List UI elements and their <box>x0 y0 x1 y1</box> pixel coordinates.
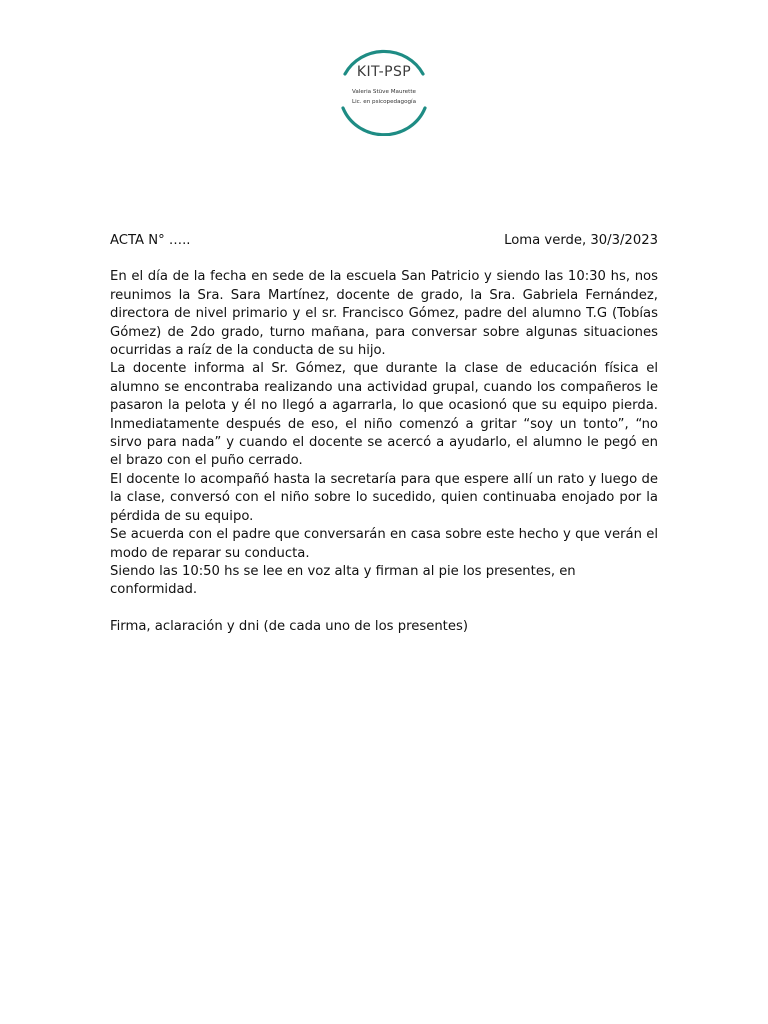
paragraph-agreement: Se acuerda con el padre que conversarán en casa sobre este hecho y que verán el modo de reparar su conducta. <box>110 527 658 561</box>
logo-profession: Lic. en psicopedagogía <box>351 99 417 105</box>
logo-title: KIT-PSP <box>356 64 412 80</box>
paragraph-closing: Siendo las 10:50 hs se lee en voz alta y firman al pie los presentes, en conformidad. <box>110 563 576 598</box>
logo <box>332 44 436 136</box>
acta-number: ACTA N° ….. <box>110 233 191 248</box>
logo-name: Valeria Stüve Maurette <box>352 89 416 95</box>
place-date: Loma verde, 30/3/2023 <box>504 233 658 248</box>
document-body <box>110 232 658 636</box>
paragraph-follow-up: El docente lo acompañó hasta la secretaría para que espere allí un rato y luego de la clase, conversó con el niño sobre lo sucedido, quien continuaba enojado por la pérdida de su equipo. <box>110 471 658 524</box>
document-header <box>110 232 658 250</box>
paragraph-incident: La docente informa al Sr. Gómez, que durante la clase de educación física el alumno se encontraba realizando una actividad grupal, cuando los compañeros le pasaron la pelota y él no llegó a agarrarla, lo que ocasionó que su equipo pierda. Inmediatamente después de eso, el niño comenzó a gritar “soy un tonto”, “no sirvo para nada” y cuando el docente se acercó a ayudarlo, el alumno le pegó en el brazo con el puño cerrado. <box>110 361 658 469</box>
paragraph-meeting: En el día de la fecha en sede de la escuela San Patricio y siendo las 10:30 hs, nos reunimos la Sra. Sara Martínez, docente de grado, la Sra. Gabriela Fernández, directora de nivel primario y el sr. Francisco Gómez, padre del alumno T.G (Tobías Gómez) de 2do grado, turno mañana, para conversar sobre algunas situaciones ocurridas a raíz de la conducta de su hijo. <box>110 269 658 359</box>
signature-line: Firma, aclaración y dni (de cada uno de los presentes) <box>110 618 468 634</box>
